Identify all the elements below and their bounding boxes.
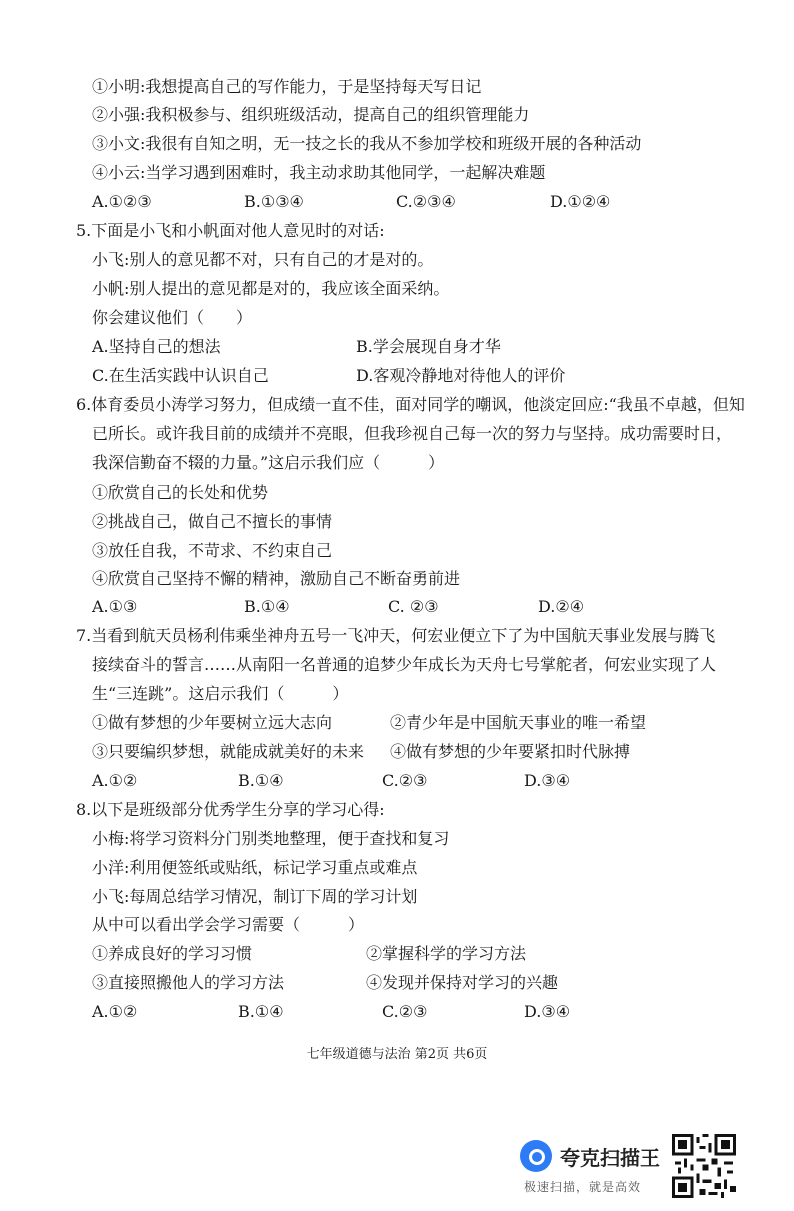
q7-stem-2: 接续奋斗的誓言……从南阳一名普通的追梦少年成长为天舟七号掌舵者，何宏业实现了人 [92,655,717,674]
q8-stem: 8.以下是班级部分优秀学生分享的学习心得: [76,800,385,819]
q8-line-3: 小飞:每周总结学习情况，制订下周的学习计划 [92,887,418,906]
q7-stem-1: 7.当看到航天员杨利伟乘坐神舟五号一飞冲天，何宏业便立下了为中国航天事业发展与腾飞 [76,626,716,645]
q8-option-d: D.③④ [524,1002,571,1021]
watermark-brand: 夸克扫描王 [560,1146,660,1170]
q8-item-4: ④发现并保持对学习的兴趣 [366,973,559,992]
q8-item-1: ①养成良好的学习习惯 [92,944,253,963]
q8-option-a: A.①② [92,1002,138,1021]
q7-item-2: ②青少年是中国航天事业的唯一希望 [390,713,647,732]
q7-option-c: C.②③ [382,771,428,790]
q4-option-a: A.①②③ [92,192,152,211]
watermark-slogan: 极速扫描，就是高效 [524,1180,642,1194]
q6-item-1: ①欣赏自己的长处和优势 [92,483,269,502]
q5-line-3: 你会建议他们（ ） [92,308,253,327]
q8-item-2: ②掌握科学的学习方法 [366,944,527,963]
q4-item-1: ①小明:我想提高自己的写作能力，于是坚持每天写日记 [92,77,482,96]
q8-line-4: 从中可以看出学会学习需要（ ） [92,915,365,934]
q5-option-c: C.在生活实践中认识自己 [92,366,269,385]
q8-line-2: 小洋:利用便签纸或贴纸，标记学习重点或难点 [92,858,418,877]
q5-line-2: 小帆:别人提出的意见都是对的，我应该全面采纳。 [92,279,450,298]
q7-stem-3: 生“三连跳”。这启示我们（ ） [92,684,349,703]
q5-line-1: 小飞:别人的意见都不对，只有自己的才是对的。 [92,250,434,269]
q4-option-c: C.②③④ [396,192,456,211]
q8-item-3: ③直接照搬他人的学习方法 [92,973,285,992]
q4-item-2: ②小强:我积极参与、组织班级活动，提高自己的组织管理能力 [92,105,530,124]
q7-option-a: A.①② [92,771,138,790]
scanner-logo-icon [520,1140,552,1172]
q6-option-a: A.①③ [92,597,138,616]
q6-option-b: B.①④ [244,597,290,616]
q8-option-b: B.①④ [238,1002,284,1021]
page-footer: 七年级道德与法治 第2页 共6页 [306,1047,488,1062]
q6-item-3: ③放任自我，不苛求、不约束自己 [92,541,333,560]
q6-item-4: ④欣赏自己坚持不懈的精神，激励自己不断奋勇前进 [92,569,461,588]
q6-option-c: C. ②③ [388,597,439,616]
q5-stem: 5.下面是小飞和小帆面对他人意见时的对话: [76,221,385,240]
q5-option-d: D.客观冷静地对待他人的评价 [356,366,566,385]
q4-option-b: B.①③④ [244,192,304,211]
q4-item-4: ④小云:当学习遇到困难时，我主动求助其他同学，一起解决难题 [92,163,546,182]
q6-stem-2: 已所长。或许我目前的成绩并不亮眼，但我珍视自己每一次的努力与坚持。成功需要时日， [92,424,733,443]
q4-item-3: ③小文:我很有自知之明，无一技之长的我从不参加学校和班级开展的各种活动 [92,134,642,153]
q7-option-d: D.③④ [524,771,571,790]
q6-stem-1: 6.体育委员小涛学习努力，但成绩一直不佳，面对同学的嘲讽，他淡定回应:“我虽不卓越，但知 [76,395,745,414]
q8-option-c: C.②③ [382,1002,428,1021]
qr-code-icon [672,1134,736,1198]
q5-option-a: A.坚持自己的想法 [92,337,221,356]
q7-item-4: ④做有梦想的少年要紧扣时代脉搏 [390,742,631,761]
q6-option-d: D.②④ [538,597,585,616]
q5-option-b: B.学会展现自身才华 [356,337,501,356]
q6-item-2: ②挑战自己，做自己不擅长的事情 [92,512,333,531]
q8-line-1: 小梅:将学习资料分门别类地整理，便于查找和复习 [92,829,450,848]
q7-item-1: ①做有梦想的少年要树立远大志向 [92,713,333,732]
q4-option-d: D.①②④ [550,192,611,211]
q6-stem-3: 我深信勤奋不辍的力量。”这启示我们应（ ） [92,453,445,472]
scanner-watermark [520,1132,770,1204]
q7-item-3: ③只要编织梦想，就能成就美好的未来 [92,742,365,761]
q7-option-b: B.①④ [238,771,284,790]
